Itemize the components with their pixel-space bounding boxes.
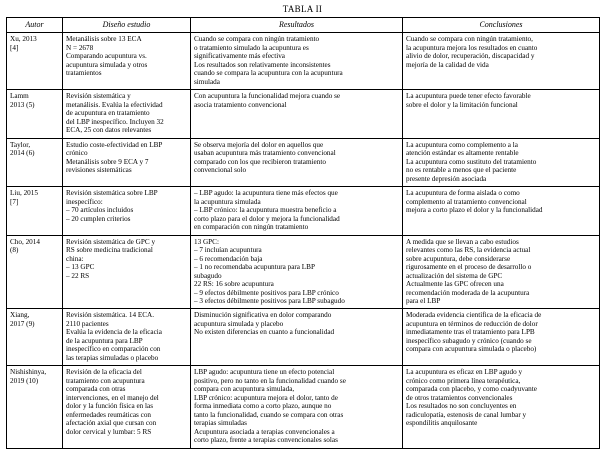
cell-conclusiones	[403, 138, 600, 186]
cell-line: inespecífico en comparación con	[66, 345, 161, 354]
cell-line: espondilitis anquilosante	[406, 419, 478, 428]
cell-line: Los resultados no son concluyentes en	[406, 402, 517, 411]
table-row	[7, 138, 600, 186]
cell-line: – 9 efectos débilmente positivos para LBP crónico	[194, 288, 339, 297]
cell-line: del LBP inespecífico. Incluyen 32	[66, 117, 164, 126]
cell-autor	[7, 235, 63, 309]
cell-diseno	[63, 187, 191, 235]
cell-diseno	[63, 235, 191, 309]
cell-line: dolor cervical y lumbar: 5 RS	[66, 427, 152, 436]
cell-line: sobre acupuntura, debe considerarse	[406, 254, 511, 263]
cell-line: 2013 (5)	[10, 100, 35, 109]
cell-line: compara con acupuntura simulada o placebo)	[406, 345, 537, 354]
cell-line: La acupuntura es eficaz en LBP agudo y	[406, 368, 523, 377]
cell-autor	[7, 33, 63, 90]
cell-line: Revisión de la eficacia del	[66, 368, 142, 377]
cell-line: tratamiento con acupuntura	[66, 376, 145, 385]
cell-line: Revisión sistemática. 14 ECA.	[66, 311, 155, 320]
cell-line: Xiang,	[10, 311, 30, 320]
cell-line: 13 GPC:	[194, 237, 219, 246]
cell-line: asocia tratamiento convencional	[194, 100, 287, 109]
cell-line: forma inmediata como a corto plazo, aunque no	[194, 402, 332, 411]
cell-line: china:	[66, 254, 84, 263]
cell-line: para el LBP	[406, 297, 441, 305]
cell-line: – LBP agudo: la acupuntura tiene más efectos que	[194, 189, 338, 198]
cell-line: ECA, 25 con datos relevantes	[66, 126, 152, 135]
cell-autor	[7, 309, 63, 366]
cell-line: positivo, pero no tanto en la funcionalidad cuando se	[194, 376, 346, 385]
cell-line: Evalúa la evidencia de la eficacia	[66, 328, 162, 337]
cell-line: recomendación moderada de la acupuntura	[406, 288, 530, 297]
table-row	[7, 187, 600, 235]
studies-table	[6, 17, 600, 449]
cell-line: corto plazo para el dolor y mejora la funcionalidad	[194, 214, 340, 223]
cell-line: en comparación con ningún tratamiento	[194, 223, 309, 232]
cell-line: La acupuntura como complemento a la	[406, 140, 518, 149]
cell-line: la acupuntura mejora los resultados en cuanto	[406, 43, 538, 52]
cell-line: cuando se compara la acupuntura con la acupuntura	[194, 69, 343, 78]
cell-line: 2017 (9)	[10, 319, 35, 328]
cell-line: complemento al tratamiento convencional	[406, 197, 527, 206]
column-header-autor: Autor	[7, 18, 63, 33]
cell-resultados	[191, 309, 403, 366]
cell-line: alivio de dolor, recuperación, discapacidad y	[406, 52, 535, 61]
cell-line: comparada con placebo, y como coadyuvante	[406, 385, 537, 394]
cell-line: (8)	[10, 246, 19, 255]
cell-conclusiones	[403, 187, 600, 235]
cell-line: Acupuntura asociada a terapias convencionales a	[194, 427, 335, 436]
cell-line: 2014 (6)	[10, 149, 35, 158]
cell-line: Cuando se compara con ningún tratamiento,	[406, 35, 533, 44]
cell-line: la acupuntura simulada	[194, 197, 261, 206]
table-row	[7, 309, 600, 366]
cell-resultados	[191, 138, 403, 186]
table-body	[7, 33, 600, 448]
cell-autor	[7, 90, 63, 138]
cell-line: Disminución significativa en dolor comparando	[194, 311, 332, 320]
cell-line: [4]	[10, 43, 19, 52]
cell-line: intervenciones, en el manejo del	[66, 393, 159, 402]
column-header-resultados: Resultados	[191, 18, 403, 33]
cell-line: – 70 artículos incluidos	[66, 206, 134, 215]
cell-line: Taylor,	[10, 140, 31, 149]
cell-line: subagudo	[194, 271, 222, 280]
cell-line: usaban acupuntura más tratamiento convencional	[194, 149, 336, 158]
cell-line: 2110 pacientes	[66, 319, 109, 328]
cell-line: radiculopatía, estenosis de canal lumbar y	[406, 410, 527, 419]
cell-line: significativamente más efectiva	[194, 52, 286, 61]
cell-line: crónico	[66, 149, 88, 158]
cell-line: rigurosamente en el proceso de desarrollo o	[406, 263, 532, 272]
cell-line: No existen diferencias en cuanto a funcionalidad	[194, 328, 335, 337]
cell-line: 22 RS: 16 sobre acupuntura	[194, 280, 274, 289]
cell-line: Revisión sistemática y	[66, 92, 131, 101]
cell-line: La acupuntura puede tener efecto favorable	[406, 92, 531, 101]
cell-diseno	[63, 138, 191, 186]
cell-line: o tratamiento simulado la acupuntura es	[194, 43, 309, 52]
cell-line: compara con acupuntura simulada,	[194, 385, 295, 394]
cell-line: de otros tratamientos convencionales	[406, 393, 513, 402]
cell-line: de acupuntura en tratamiento	[66, 109, 150, 118]
cell-line: afectación axial que cursan con	[66, 419, 157, 428]
cell-line: inespecífico:	[66, 197, 103, 206]
cell-line: – 7 incluían acupuntura	[194, 246, 262, 255]
cell-resultados	[191, 90, 403, 138]
cell-line: relevantes como las RS, la evidencia actual	[406, 246, 531, 255]
cell-line: – 1 no recomendaba acupuntura para LBP	[194, 263, 315, 272]
cell-line: RS sobre medicina tradicional	[66, 246, 153, 255]
cell-line: sobre el dolor y la limitación funcional	[406, 100, 518, 109]
cell-line: Nishishinya,	[10, 368, 47, 377]
column-header-conclusiones: Conclusiones	[403, 18, 600, 33]
cell-line: tanto la funcionalidad, cuando se compara con otras	[194, 410, 344, 419]
cell-line: – LBP crónico: la acupuntura muestra beneficio a	[194, 206, 337, 215]
cell-line: Cuando se compara con ningún tratamiento	[194, 35, 320, 44]
cell-line: enfermedades reumáticas con	[66, 410, 152, 419]
cell-line: presente depresión asociada	[406, 174, 487, 183]
cell-line: [7]	[10, 197, 19, 206]
cell-diseno	[63, 90, 191, 138]
table-header	[7, 18, 600, 33]
cell-line: La acupuntura como sustituto del tratamiento	[406, 157, 537, 166]
cell-autor	[7, 366, 63, 448]
table-row	[7, 235, 600, 309]
cell-line: inespecífico subagudo y crónico (cuando se	[406, 336, 532, 345]
cell-conclusiones	[403, 366, 600, 448]
cell-line: revisiones sistemáticas	[66, 166, 132, 175]
cell-conclusiones	[403, 90, 600, 138]
cell-line: Se observa mejoría del dolor en aquellos que	[194, 140, 324, 149]
table-row	[7, 366, 600, 448]
cell-line: crónico como primera línea terapéutica,	[406, 376, 521, 385]
cell-line: terapias simuladas	[194, 419, 247, 428]
table-row	[7, 33, 600, 90]
cell-line: metanálisis. Evalúa la efectividad	[66, 100, 163, 109]
cell-line: Moderada evidencia científica de la eficacia de	[406, 311, 542, 320]
cell-line: Metanálisis sobre 9 ECA y 7	[66, 157, 149, 166]
cell-line: atención estándar es altamente rentable	[406, 149, 519, 158]
cell-line: mejora a corto plazo el dolor y la funcionalidad	[406, 206, 543, 215]
cell-line: las terapias simuladas o placebo	[66, 353, 159, 362]
cell-line: LBP crónico: acupuntura mejora el dolor, tanto de	[194, 393, 338, 402]
cell-line: Cho, 2014	[10, 237, 40, 246]
cell-line: convencional solo	[194, 166, 247, 175]
cell-resultados	[191, 187, 403, 235]
cell-resultados	[191, 235, 403, 309]
cell-autor	[7, 138, 63, 186]
cell-diseno	[63, 33, 191, 90]
cell-line: Con acupuntura la funcionalidad mejora cuando se	[194, 92, 341, 101]
cell-line: Lamm	[10, 92, 29, 101]
cell-line: Revisión sistemática sobre LBP	[66, 189, 158, 198]
cell-line: Los resultados son relativamente inconsistentes	[194, 60, 331, 69]
table-row	[7, 90, 600, 138]
table-caption: TABLA II	[282, 4, 323, 14]
cell-diseno	[63, 309, 191, 366]
cell-line: simulada	[194, 77, 220, 86]
cell-line: – 13 GPC	[66, 263, 95, 272]
cell-resultados	[191, 33, 403, 90]
cell-resultados	[191, 366, 403, 448]
cell-line: mejoría de la calidad de vida	[406, 60, 489, 69]
cell-conclusiones	[403, 309, 600, 366]
cell-line: – 6 recomendación baja	[194, 254, 263, 263]
table-header-row	[7, 18, 600, 33]
cell-line: N = 2678	[66, 43, 94, 52]
cell-line: Revisión sistemática de GPC y	[66, 237, 156, 246]
cell-diseno	[63, 366, 191, 448]
cell-line: Metanálisis sobre 13 ECA	[66, 35, 142, 44]
cell-line: dolor y la función física en las	[66, 402, 154, 411]
cell-line: Estudio coste-efectividad en LBP	[66, 140, 163, 149]
cell-line: Liu, 2015	[10, 189, 38, 198]
cell-line: – 20 cumplen criterios	[66, 214, 131, 223]
cell-line: de la acupuntura para LBP	[66, 336, 143, 345]
cell-line: Xu, 2013	[10, 35, 37, 44]
cell-line: acupuntura simulada y otros	[66, 60, 148, 69]
cell-line: corto plazo, frente a terapias convencionales solas	[194, 436, 338, 445]
cell-line: acupuntura en términos de reducción de dolor	[406, 319, 538, 328]
cell-line: 2019 (10)	[10, 376, 39, 385]
cell-line: A medida que se llevan a cabo estudios	[406, 237, 519, 246]
cell-conclusiones	[403, 235, 600, 309]
cell-line: comparado con los que recibieron tratamiento	[194, 157, 326, 166]
cell-autor	[7, 187, 63, 235]
column-header-diseno: Diseño estudio	[63, 18, 191, 33]
cell-line: no es rentable a menos que el paciente	[406, 166, 517, 175]
cell-line: Comparando acupuntura vs.	[66, 52, 147, 61]
cell-line: acupuntura simulada y placebo	[194, 319, 284, 328]
cell-line: LBP agudo: acupuntura tiene un efecto potencial	[194, 368, 335, 377]
cell-line: comparada con otras	[66, 385, 126, 394]
cell-line: La acupuntura de forma aislada o como	[406, 189, 520, 198]
cell-line: – 22 RS	[66, 271, 90, 280]
cell-line: tratamientos	[66, 69, 102, 78]
cell-line: actualización del sistema de GPC	[406, 271, 503, 280]
cell-conclusiones	[403, 33, 600, 90]
cell-line: inmediatamente tras el tratamiento para LPB	[406, 328, 535, 337]
cell-line: – 3 efectos débilmente positivos para LBP subagudo	[194, 297, 345, 305]
cell-line: Actualmente las GPC ofrecen una	[406, 280, 504, 289]
